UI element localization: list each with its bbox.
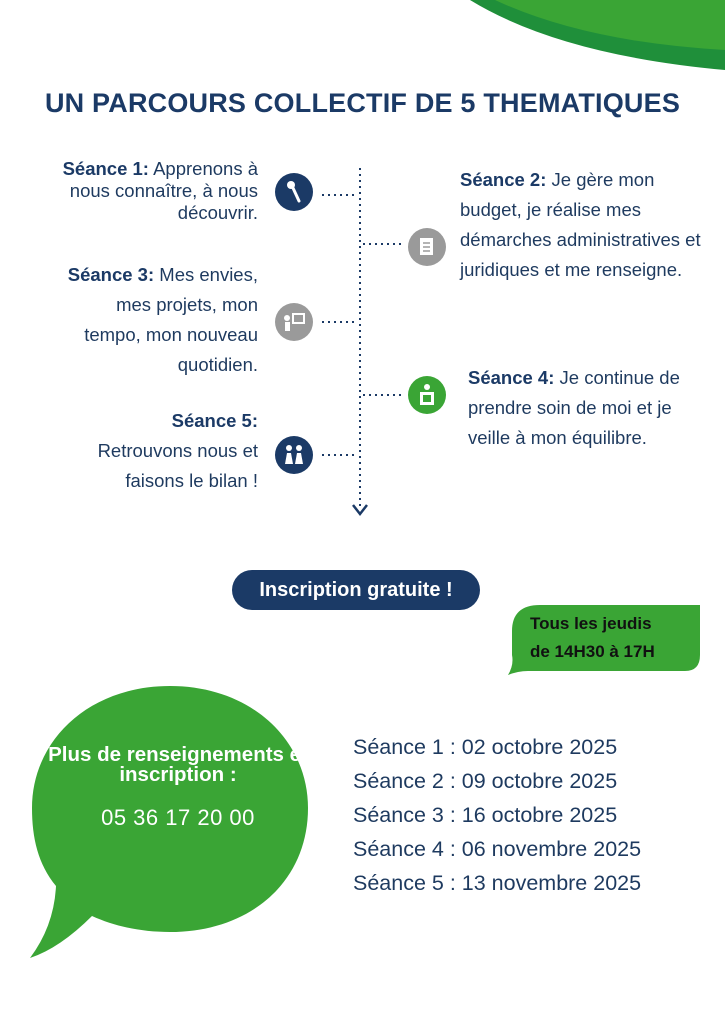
- schedule-text: [530, 610, 690, 666]
- seance-5-text: [60, 406, 258, 496]
- documents-icon: [408, 228, 446, 266]
- seance-2-description: Je gère mon budget, je réalise mes démarches administratives et juridiques et me renseigne.: [460, 169, 701, 280]
- schedule-time: de 14H30 à 17H: [530, 642, 655, 661]
- session-date: Séance 3 : 16 octobre 2025: [353, 803, 618, 827]
- session-date: Séance 1 : 02 octobre 2025: [353, 735, 618, 759]
- seance-4-label: Séance 4:: [468, 367, 555, 388]
- people-icon: [275, 436, 313, 474]
- seance-2-sep: :: [540, 169, 547, 190]
- seance-2-label: Séance 2: [460, 169, 541, 190]
- seance-3-sep: :: [147, 264, 155, 285]
- page-title: UN PARCOURS COLLECTIF DE 5 THEMATIQUES: [44, 88, 681, 118]
- seance-3-description: Mes envies, mes projets, mon tempo, mon nouveau quotidien.: [84, 264, 258, 375]
- info-title: Plus de renseignements et inscription :: [48, 743, 308, 786]
- info-text: [48, 745, 308, 831]
- seance-3-label: Séance 3: [67, 264, 148, 285]
- seance-1-description: Apprenons à nous connaître, à nous découvrir.: [69, 158, 258, 223]
- session-date: Séance 2 : 09 octobre 2025: [353, 769, 618, 793]
- podium-icon: [408, 376, 446, 414]
- session-date: Séance 4 : 06 novembre 2025: [353, 837, 642, 861]
- schedule-day: Tous les jeudis: [530, 614, 652, 633]
- seance-3-text: [60, 260, 258, 380]
- seance-1-sep: :: [142, 158, 149, 179]
- session-date: Séance 5 : 13 novembre 2025: [353, 871, 642, 895]
- seance-1-text: [40, 158, 258, 224]
- seance-5-label: Séance 5:: [171, 410, 258, 431]
- seance-1-label: Séance 1: [62, 158, 143, 179]
- seance-5-description: Retrouvons nous et faisons le bilan !: [97, 440, 258, 491]
- microphone-icon: [275, 173, 313, 211]
- session-dates-list: [353, 730, 641, 900]
- seance-2-text: [460, 165, 715, 285]
- phone-number: 05 36 17 20 00: [101, 805, 255, 830]
- free-registration-badge: Inscription gratuite !: [232, 570, 480, 610]
- presentation-icon: [275, 303, 313, 341]
- seance-4-description: Je continue de prendre soin de moi et je veille à mon équilibre.: [468, 367, 680, 448]
- seance-4-text: [468, 363, 683, 453]
